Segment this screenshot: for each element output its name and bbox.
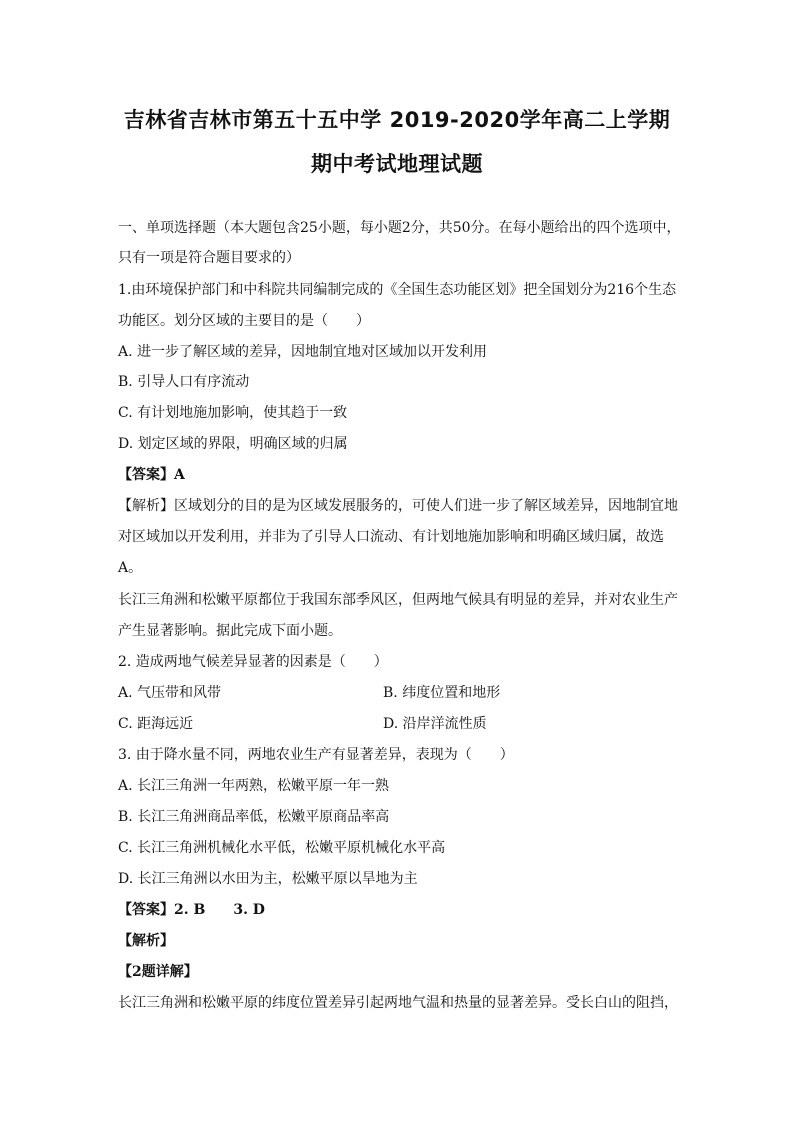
q2-stem: 2. 造成两地气候差异显著的因素是（ ） xyxy=(118,654,388,670)
q3-option-d: D. 长江三角洲以水田为主，松嫩平原以旱地为主 xyxy=(118,871,418,887)
q2-detail-line-1: 长江三角洲和松嫩平原的纬度位置差异引起两地气温和热量的显著差异。受长白山的阻挡， xyxy=(118,995,678,1011)
q1-option-c: C. 有计划地施加影响，使其趋于一致 xyxy=(118,405,348,421)
q2-q3-answers: 【答案】2. B 3. D xyxy=(118,902,265,918)
q2-q3-analysis-heading: 【解析】 xyxy=(118,933,174,949)
q3-option-b: B. 长江三角洲商品率低，松嫩平原商品率高 xyxy=(118,809,390,825)
q2-detail-heading: 【2题详解】 xyxy=(118,964,198,980)
q1-analysis-line-1: 【解析】区域划分的目的是为区域发展服务的，可使人们进一步了解区域差异，因地制宜地 xyxy=(118,498,678,514)
material-line-1: 长江三角洲和松嫩平原都位于我国东部季风区，但两地气候具有明显的差异，并对农业生产 xyxy=(118,592,678,608)
q1-analysis-line-2: 对区域加以开发利用，并非为了引导人口流动、有计划地施加影响和明确区域归属，故选 xyxy=(118,529,664,545)
q3-stem: 3. 由于降水量不同，两地农业生产有显著差异，表现为（ ） xyxy=(118,747,514,763)
q1-option-a: A. 进一步了解区域的差异，因地制宜地对区域加以开发利用 xyxy=(118,344,488,360)
q1-stem-line-1: 1.由环境保护部门和中科院共同编制完成的《全国生态功能区划》把全国划分为216个生态 xyxy=(118,282,677,298)
q2-option-b: B. 纬度位置和地形 xyxy=(383,685,501,701)
q1-analysis-line-3: A。 xyxy=(118,560,143,576)
q1-option-b: B. 引导人口有序流动 xyxy=(118,374,250,390)
q1-option-d: D. 划定区域的界限，明确区域的归属 xyxy=(118,436,348,452)
material-line-2: 产生显著影响。据此完成下面小题。 xyxy=(118,623,342,639)
document-title-line-1: 吉林省吉林市第五十五中学 2019-2020学年高二上学期 xyxy=(123,108,671,132)
q2-option-c: C. 距海远近 xyxy=(118,716,194,732)
section-instructions-line-1: 一、单项选择题（本大题包含25小题，每小题2分，共50分。在每小题给出的四个选项中， xyxy=(118,220,681,236)
q2-option-d: D. 沿岸洋流性质 xyxy=(383,716,487,732)
q1-answer: 【答案】A xyxy=(118,467,185,483)
q3-option-c: C. 长江三角洲机械化水平低，松嫩平原机械化水平高 xyxy=(118,840,446,856)
document-title-line-2: 期中考试地理试题 xyxy=(311,152,483,176)
q2-option-a: A. 气压带和风带 xyxy=(118,685,222,701)
q1-stem-line-2: 功能区。划分区域的主要目的是（ ） xyxy=(118,313,370,329)
q3-option-a: A. 长江三角洲一年两熟，松嫩平原一年一熟 xyxy=(118,778,390,794)
section-instructions-line-2: 只有一项是符合题目要求的） xyxy=(118,250,300,266)
